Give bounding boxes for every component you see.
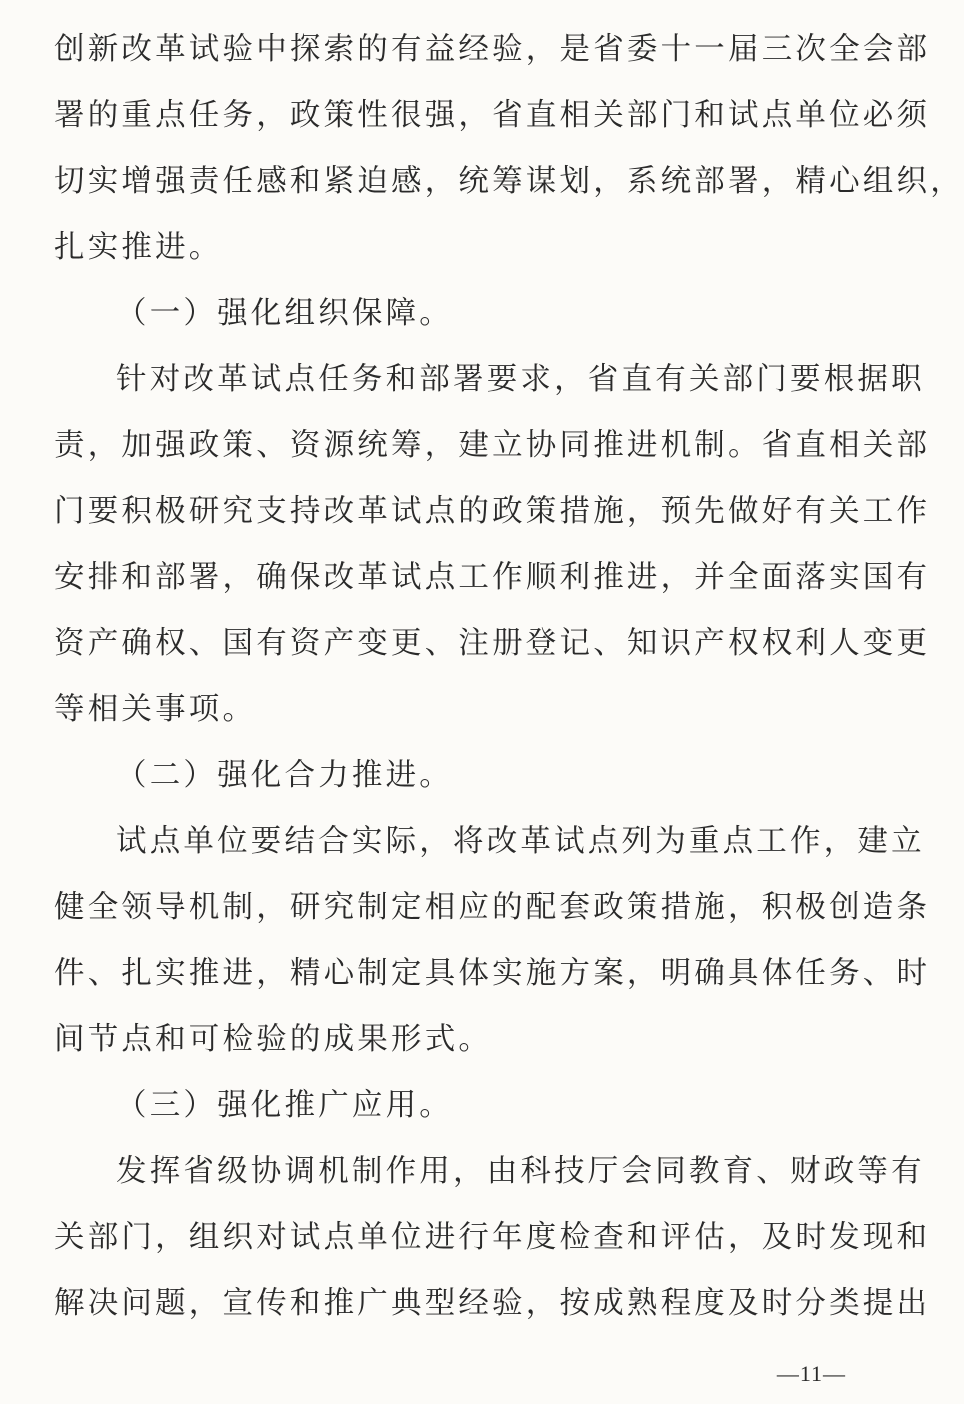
text-line-16: 间节点和可检验的成果形式。 [54, 1022, 493, 1057]
text-line-10: 资产确权、国有资产变更、注册登记、知识产权权利人变更 [54, 626, 931, 661]
text-line-11: 等相关事项。 [54, 692, 257, 727]
text-line-3: 切实增强责任感和紧迫感，统筹谋划，系统部署，精心组织， [54, 164, 964, 199]
text-line-1: 创新改革试验中探索的有益经验，是省委十一届三次全会部 [54, 32, 931, 67]
text-line-6: 针对改革试点任务和部署要求，省直有关部门要根据职 [116, 362, 925, 397]
section-heading-2: （二）强化合力推进。 [116, 758, 453, 793]
text-line-9: 安排和部署，确保改革试点工作顺利推进，并全面落实国有 [54, 560, 931, 595]
text-line-15: 件、扎实推进，精心制定具体实施方案，明确具体任务、时 [54, 956, 931, 991]
text-line-13: 试点单位要结合实际，将改革试点列为重点工作，建立 [116, 824, 925, 859]
text-line-2: 署的重点任务，政策性很强，省直相关部门和试点单位必须 [54, 98, 931, 133]
section-heading-3: （三）强化推广应用。 [116, 1088, 453, 1123]
text-line-18: 发挥省级协调机制作用，由科技厅会同教育、财政等有 [116, 1154, 925, 1189]
text-line-19: 关部门，组织对试点单位进行年度检查和评估，及时发现和 [54, 1220, 931, 1255]
text-line-7: 责，加强政策、资源统筹，建立协同推进机制。省直相关部 [54, 428, 931, 463]
section-heading-1: （一）强化组织保障。 [116, 296, 453, 331]
text-line-14: 健全领导机制，研究制定相应的配套政策措施，积极创造条 [54, 890, 931, 925]
text-line-8: 门要积极研究支持改革试点的政策措施，预先做好有关工作 [54, 494, 931, 529]
text-line-20: 解决问题，宣传和推广典型经验，按成熟程度及时分类提出 [54, 1286, 931, 1321]
page-number: —11— [776, 1361, 846, 1386]
text-line-4: 扎实推进。 [54, 230, 223, 265]
